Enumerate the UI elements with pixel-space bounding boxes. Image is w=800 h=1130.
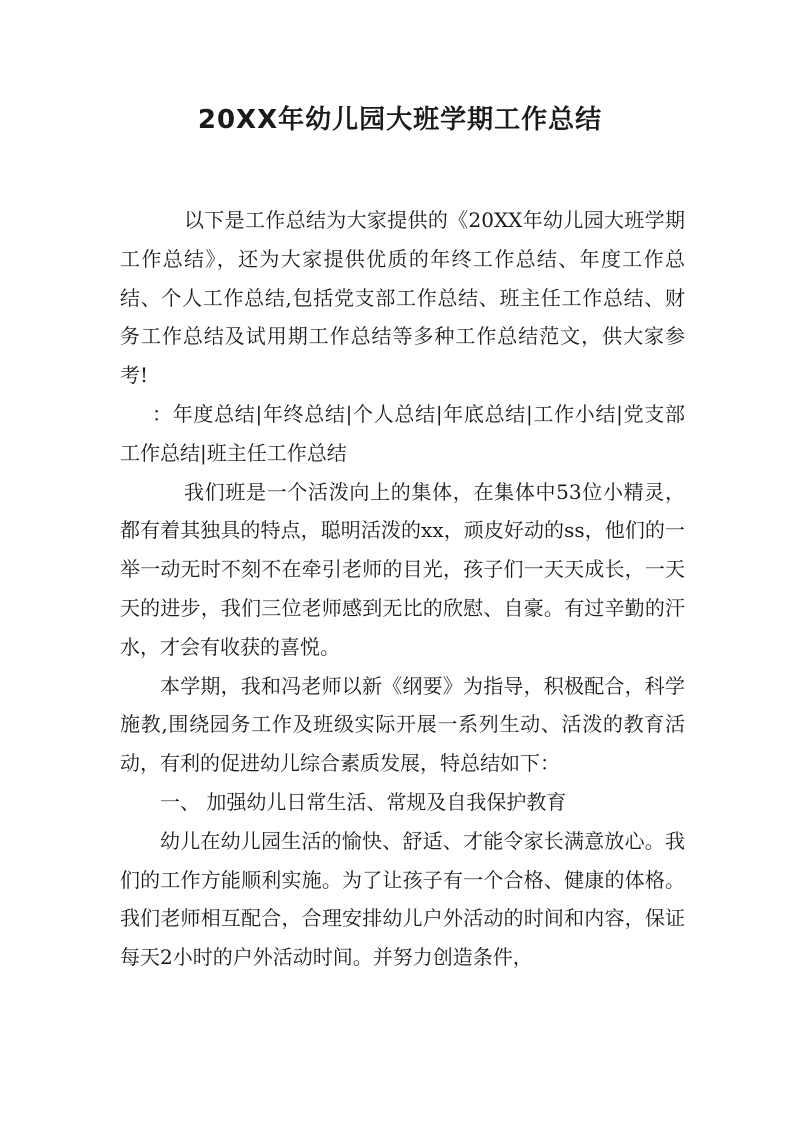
intro-paragraph: 以下是工作总结为大家提供的《20XX年幼儿园大班学期工作总结》，还为大家提供优质的年终工作总结、年度工作总结、个人工作总结,包括党支部工作总结、班主任工作总结、财务工作总结及试用期工作总结等多种工作总结范文，供大家参考!	[120, 208, 685, 388]
document-title: 20XX年幼儿园大班学期工作总结	[197, 105, 603, 135]
daily-life-paragraph: 幼儿在幼儿园生活的愉快、舒适、才能令家长满意放心。我们的工作方能顺利实施。为了让孩子有一个合格、健康的体格。我们老师相互配合，合理安排幼儿户外活动的时间和内容，保证每天2小时的户外活动时间。并努力创造条件，	[120, 828, 685, 970]
tags-paragraph: ：年度总结|年终总结|个人总结|年底总结|工作小结|党支部工作总结|班主任工作总结	[120, 401, 685, 465]
class-description-paragraph: 我们班是一个活泼向上的集体，在集体中53位小精灵，都有着其独具的特点，聪明活泼的xx，顽皮好动的ss，他们的一举一动无时不刻不在牵引老师的目光，孩子们一天天成长，一天天的进步，我们三位老师感到无比的欣慰、自豪。有过辛勤的汗水，才会有收获的喜悦。	[120, 479, 685, 659]
semester-paragraph: 本学期，我和冯老师以新《纲要》为指导，积极配合，科学施教,围绕园务工作及班级实际开展一系列生动、活泼的教育活动，有利的促进幼儿综合素质发展，特总结如下：	[120, 673, 685, 776]
document-body	[120, 201, 685, 977]
section-heading-1: 一、 加强幼儿日常生活、常规及自我保护教育	[160, 789, 567, 814]
